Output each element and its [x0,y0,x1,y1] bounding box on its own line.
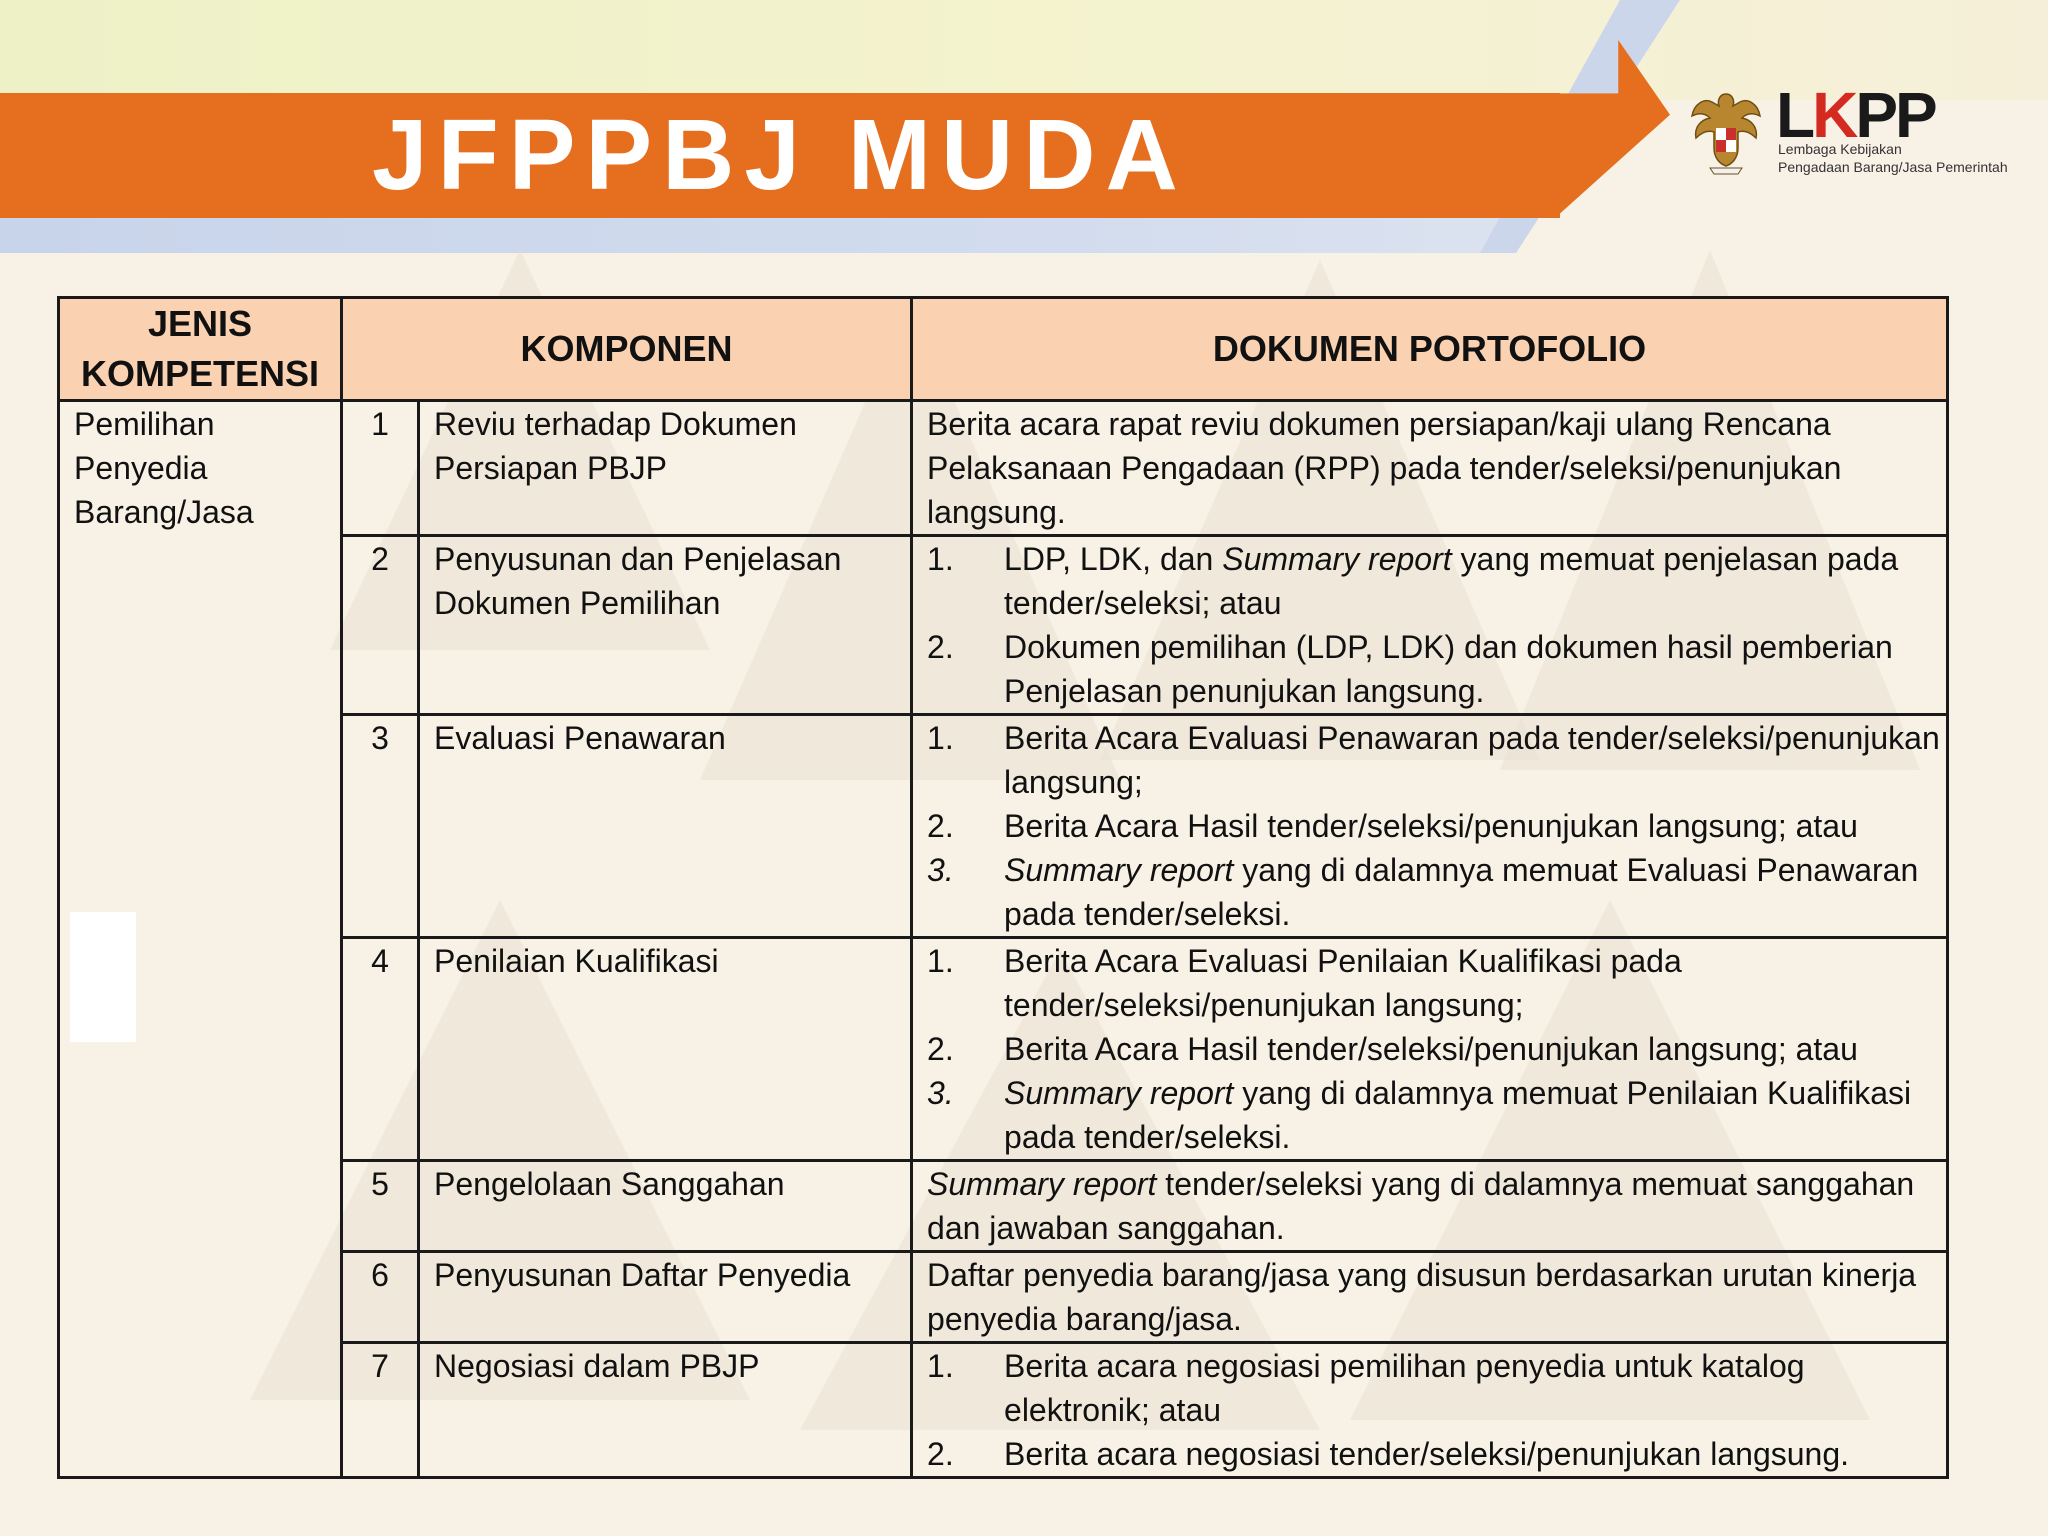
row-number: 2 [342,536,419,715]
table-row [59,1343,1948,1478]
dokumen-list [927,939,1946,1159]
logo-wordmark: LKPP [1776,79,1935,151]
header-dokumen-portofolio: DOKUMEN PORTOFOLIO [912,298,1948,401]
header-jenis-kompetensi: JENIS KOMPETENSI [59,298,342,401]
list-item: 2. Berita Acara Hasil tender/seleksi/penunjukan langsung; atau [927,1031,1858,1067]
page-title: JFPPBJ MUDA [372,99,1188,211]
portfolio-table [57,296,1949,1479]
row-number: 3 [342,715,419,938]
lkpp-logo [1690,79,2030,183]
dokumen-cell [912,1343,1948,1478]
table-row [59,938,1948,1161]
dokumen-list [927,1344,1946,1476]
row-number: 1 [342,401,419,536]
jenis-kompetensi-cell: Pemilihan Penyedia Barang/Jasa [59,401,342,1478]
komponen-cell: Penyusunan Daftar Penyedia [419,1252,912,1343]
dokumen-cell: Summary report tender/seleksi yang di dalamnya memuat sanggahan dan jawaban sanggahan. [912,1161,1948,1252]
list-item: 1. Berita Acara Evaluasi Penilaian Kualifikasi pada tender/seleksi/penunjukan langsung; [927,943,1682,1023]
list-item: 2. Dokumen pemilihan (LDP, LDK) dan dokumen hasil pemberian Penjelasan penunjukan langsung. [927,629,1893,709]
list-item: 1. Berita acara negosiasi pemilihan penyedia untuk katalog elektronik; atau [927,1348,1805,1428]
logo-subtitle: Lembaga Kebijakan Pengadaan Barang/Jasa Pemerintah [1778,141,2008,175]
table-header-row [59,298,1948,401]
list-item: 1. Berita Acara Evaluasi Penawaran pada tender/seleksi/penunjukan langsung; [927,720,1940,800]
komponen-cell: Evaluasi Penawaran [419,715,912,938]
list-item: 1. LDP, LDK, dan Summary report yang memuat penjelasan pada tender/seleksi; atau [927,541,1899,621]
row-number: 4 [342,938,419,1161]
list-item: 2. Berita acara negosiasi tender/seleksi/penunjukan langsung. [927,1436,1850,1472]
dokumen-cell [912,536,1948,715]
top-gradient-band [0,0,2048,100]
row-number: 7 [342,1343,419,1478]
list-item: 3. Summary report yang di dalamnya memuat Penilaian Kualifikasi pada tender/seleksi. [927,1075,1912,1155]
row-number: 5 [342,1161,419,1252]
list-item: 2. Berita Acara Hasil tender/seleksi/penunjukan langsung; atau [927,808,1858,844]
table-row [59,1252,1948,1343]
list-item: 3. Summary report yang di dalamnya memuat Evaluasi Penawaran pada tender/seleksi. [927,852,1919,932]
komponen-cell: Negosiasi dalam PBJP [419,1343,912,1478]
table-row [59,536,1948,715]
komponen-cell: Penyusunan dan Penjelasan Dokumen Pemilihan [419,536,912,715]
garuda-emblem-icon [1690,88,1762,176]
dokumen-cell [912,715,1948,938]
dokumen-cell: Daftar penyedia barang/jasa yang disusun berdasarkan urutan kinerja penyedia barang/jasa. [912,1252,1948,1343]
komponen-cell: Reviu terhadap Dokumen Persiapan PBJP [419,401,912,536]
komponen-cell: Pengelolaan Sanggahan [419,1161,912,1252]
table-row [59,715,1948,938]
table-row [59,401,1948,536]
komponen-cell: Penilaian Kualifikasi [419,938,912,1161]
header-komponen: KOMPONEN [342,298,912,401]
dokumen-cell [912,938,1948,1161]
row-number: 6 [342,1252,419,1343]
dokumen-cell: Berita acara rapat reviu dokumen persiapan/kaji ulang Rencana Pelaksanaan Pengadaan (RPP) pada tender/seleksi/penunjukan langsung. [912,401,1948,536]
dokumen-list [927,537,1946,713]
table-row [59,1161,1948,1252]
dokumen-list [927,716,1946,936]
